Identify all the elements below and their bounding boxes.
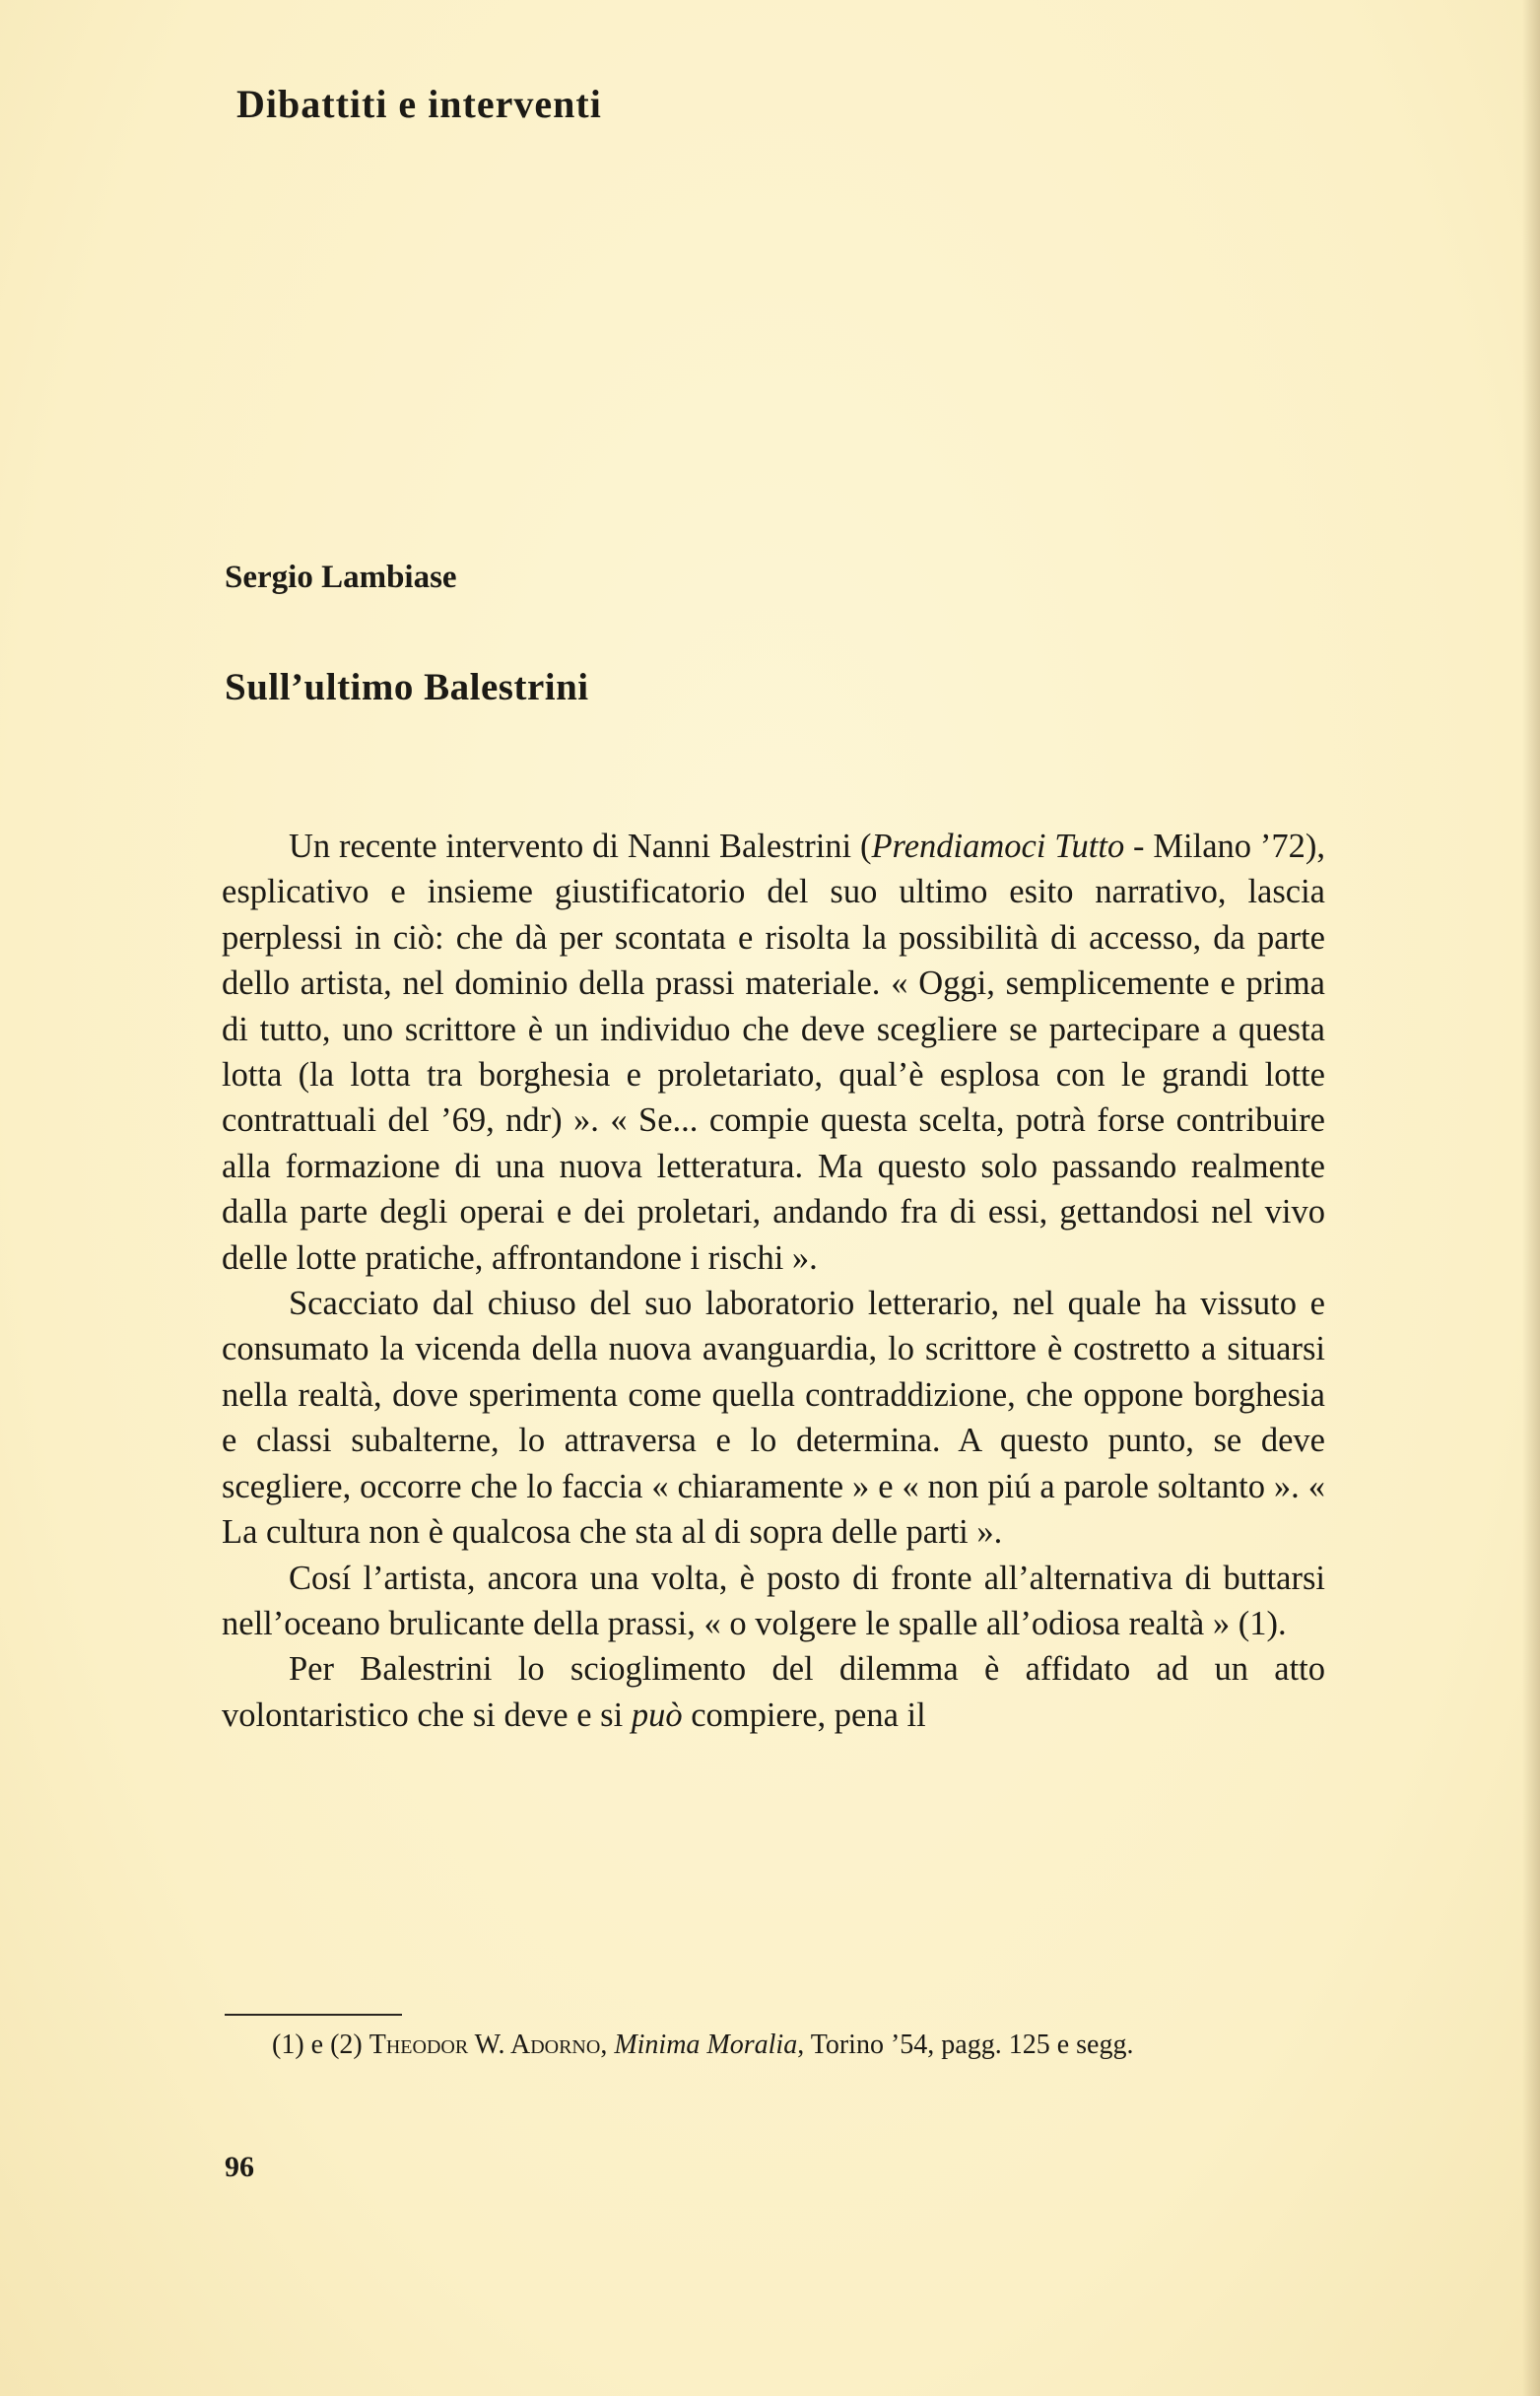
footnote	[225, 2026, 1343, 2065]
paragraph-4	[222, 1646, 1325, 1738]
article-body	[222, 824, 1325, 1738]
page-number: 96	[225, 2151, 254, 2183]
paragraph-4-text-a: Per Balestrini lo scioglimento del dilemma è affidato ad un atto volontaristico che si deve e si	[222, 1650, 1325, 1734]
article-author: Sergio Lambiase	[225, 560, 457, 595]
paragraph-1-text-a: Un recente intervento di Nanni Balestrini (	[289, 828, 872, 865]
paragraph-3: Cosí l’artista, ancora una volta, è posto di fronte all’alternativa di buttarsi nell’oceano brulicante della prassi, « o volgere le spalle all’odiosa realtà » (1).	[222, 1559, 1325, 1642]
footnote-separator: ,	[600, 2030, 615, 2060]
book-title-prendiamoci-tutto: Prendiamoci Tutto	[871, 828, 1125, 865]
paragraph-1	[222, 824, 1325, 1281]
footnote-divider	[225, 2014, 402, 2016]
page-edge-shadow	[1522, 0, 1540, 2396]
emphasis-puo: può	[631, 1696, 683, 1734]
paragraph-4-text-b: compiere, pena il	[682, 1696, 926, 1734]
paragraph-1-text-b: - Milano ’72), esplicativo e insieme giustificatorio del suo ultimo esito narrativo, lascia perplessi in ciò: che dà per scontata e risolta la possibilità di accesso, da parte dello artista, nel dominio della prassi materiale. « Oggi, semplicemente e prima di tutto, uno scrittore è un individuo che deve scegliere se partecipare a questa lotta (la lotta tra borghesia e proletariato, qual’è esplosa con le grandi lotte contrattuali del ’69, ndr) ». « Se... compie questa scelta, potrà forse contribuire alla formazione di una nuova letteratura. Ma questo solo passando realmente dalla parte degli operai e dei proletari, andando fra di essi, gettandosi nel vivo delle lotte pratiche, affrontandone i rischi ».	[222, 828, 1325, 1277]
article-title: Sull’ultimo Balestrini	[225, 666, 589, 708]
section-heading: Dibattiti e interventi	[236, 82, 602, 126]
footnote-work-title: Minima Moralia	[614, 2030, 798, 2060]
footnote-details: , Torino ’54, pagg. 125 e segg.	[797, 2030, 1134, 2060]
footnote-marker: (1) e (2)	[272, 2030, 369, 2060]
paragraph-2: Scacciato dal chiuso del suo laboratorio letterario, nel quale ha vissuto e consumato la vicenda della nuova avanguardia, lo scrittore è costretto a situarsi nella realtà, dove sperimenta come quella contraddizione, che oppone borghesia e classi subalterne, lo attraversa e lo determina. A questo punto, se deve scegliere, occorre che lo faccia « chiaramente » e « non piú a parole soltanto ». « La cultura non è qualcosa che sta al di sopra delle parti ».	[222, 1285, 1325, 1552]
footnote-author: Theodor W. Adorno	[368, 2030, 601, 2060]
